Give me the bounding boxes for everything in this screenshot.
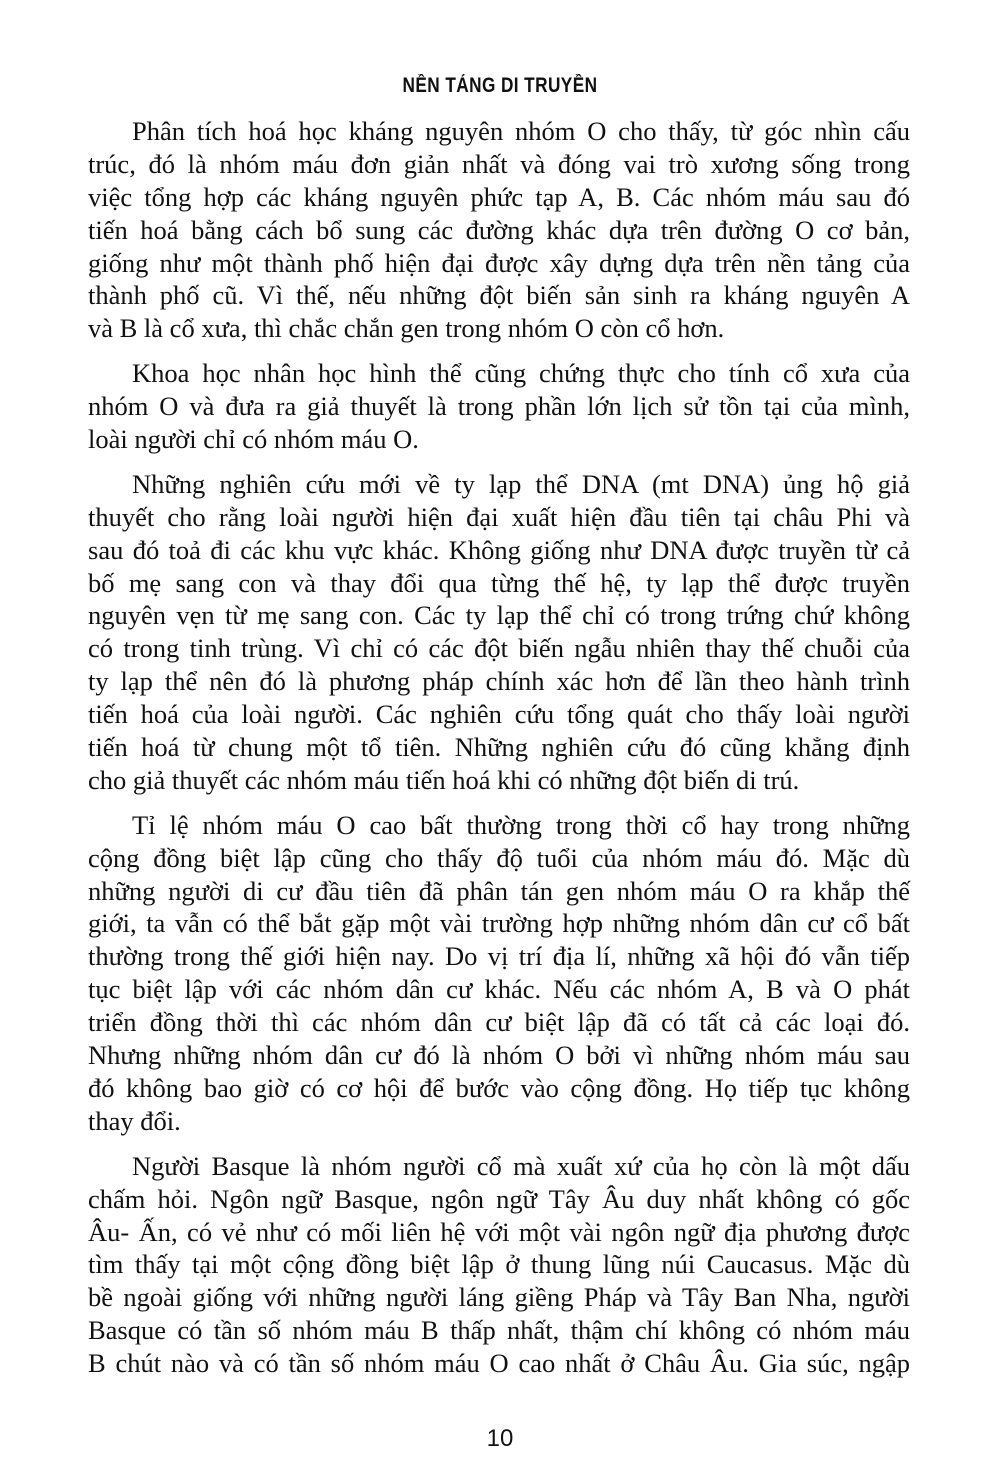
text-line: những người di cư đầu tiên đã phân tán gen nhóm máu O ra khắp thế [88, 875, 910, 906]
text-line: bề ngoài giống với những người láng giềng Pháp và Tây Ban Nha, người [88, 1282, 910, 1313]
text-line: tìm thấy tại một cộng đồng biệt lập ở thung lũng núi Caucasus. Mặc dù [88, 1249, 910, 1280]
text-line: Nhưng những nhóm dân cư đó là nhóm O bởi vì những nhóm máu sau [88, 1040, 910, 1071]
text-line: thuyết cho rằng loài người hiện đại xuất hiện đầu tiên tại châu Phi và [88, 501, 910, 532]
text-line: nguyên vẹn từ mẹ sang con. Các ty lạp thể chỉ có trong trứng chứ không [88, 600, 910, 631]
paragraph [88, 468, 910, 797]
text-line: có trong tinh trùng. Vì chỉ có các đột biến ngẫu nhiên thay thế chuỗi của [88, 633, 910, 664]
text-line: thành phố cũ. Vì thế, nếu những đột biến sản sinh ra kháng nguyên A [88, 280, 910, 311]
text-line: Những nghiên cứu mới về ty lạp thể DNA (mt DNA) ủng hộ giả [132, 468, 910, 499]
text-line: Âu- Ấn, có vẻ như có mối liên hệ với một vài ngôn ngữ địa phương được [88, 1216, 910, 1247]
text-line: và B là cổ xưa, thì chắc chắn gen trong nhóm O còn cổ hơn. [88, 313, 725, 344]
text-line: việc tổng hợp các kháng nguyên phức tạp A, B. Các nhóm máu sau đó [88, 181, 910, 212]
text-line: trúc, đó là nhóm máu đơn giản nhất và đóng vai trò xương sống trong [88, 148, 910, 179]
text-line: triển đồng thời thì các nhóm dân cư biệt lập đã có tất cả các loại đó. [88, 1007, 910, 1038]
text-line: ty lạp thể nên đó là phương pháp chính xác hơn để lần theo hành trình [88, 666, 910, 697]
text-line: giống như một thành phố hiện đại được xây dựng dựa trên nền tảng của [88, 247, 910, 278]
text-line: nhóm O và đưa ra giả thuyết là trong phần lớn lịch sử tồn tại của mình, [88, 391, 910, 422]
text-line: giới, ta vẫn có thể bắt gặp một vài trường hợp những nhóm dân cư cổ bất [88, 908, 910, 939]
text-line: chấm hỏi. Ngôn ngữ Basque, ngôn ngữ Tây Âu duy nhất không có gốc [88, 1183, 910, 1214]
text-line: sau đó toả đi các khu vực khác. Không giống như DNA được truyền từ cả [88, 534, 910, 565]
text-line: B chút nào và có tần số nhóm máu O cao nhất ở Châu Âu. Gia súc, ngập [88, 1348, 910, 1379]
text-line: cộng đồng biệt lập cũng cho thấy độ tuổi của nhóm máu đó. Mặc dù [88, 842, 910, 873]
paragraph [88, 115, 910, 345]
text-line: Khoa học nhân học hình thể cũng chứng thực cho tính cổ xưa của [132, 358, 910, 389]
text-line: thay đổi. [88, 1105, 181, 1136]
text-line: tiến hoá bằng cách bổ sung các đường khác dựa trên đường O cơ bản, [88, 214, 910, 245]
text-line: tiến hoá từ chung một tổ tiên. Những nghiên cứu đó cũng khẳng định [88, 732, 910, 763]
running-header: NỀN TẢNG DI TRUYỀN [402, 74, 598, 97]
text-line: bố mẹ sang con và thay đổi qua từng thế hệ, ty lạp thể được truyền [88, 567, 910, 598]
paragraph [88, 1150, 910, 1380]
text-line: Người Basque là nhóm người cổ mà xuất xứ của họ còn là một dấu [132, 1150, 910, 1181]
text-line: cho giả thuyết các nhóm máu tiến hoá khi có những đột biến di trú. [88, 764, 800, 795]
text-line: tiến hoá của loài người. Các nghiên cứu tổng quát cho thấy loài người [88, 699, 910, 730]
body-text [88, 115, 910, 1392]
paragraph [88, 357, 910, 456]
text-line: Basque có tần số nhóm máu B thấp nhất, thậm chí không có nhóm máu [88, 1315, 910, 1346]
paragraph [88, 809, 910, 1138]
text-line: Phân tích hoá học kháng nguyên nhóm O cho thấy, từ góc nhìn cấu [132, 116, 910, 146]
page-number: 10 [486, 1425, 514, 1452]
text-line: đó không bao giờ có cơ hội để bước vào cộng đồng. Họ tiếp tục không [88, 1072, 910, 1103]
text-line: thường trong thế giới hiện nay. Do vị trí địa lí, những xã hội đó vẫn tiếp [88, 941, 910, 972]
text-line: Tỉ lệ nhóm máu O cao bất thường trong thời cổ hay trong những [132, 809, 910, 840]
text-line: loài người chỉ có nhóm máu O. [88, 424, 419, 455]
text-line: tục biệt lập với các nhóm dân cư khác. Nếu các nhóm A, B và O phát [88, 974, 910, 1005]
